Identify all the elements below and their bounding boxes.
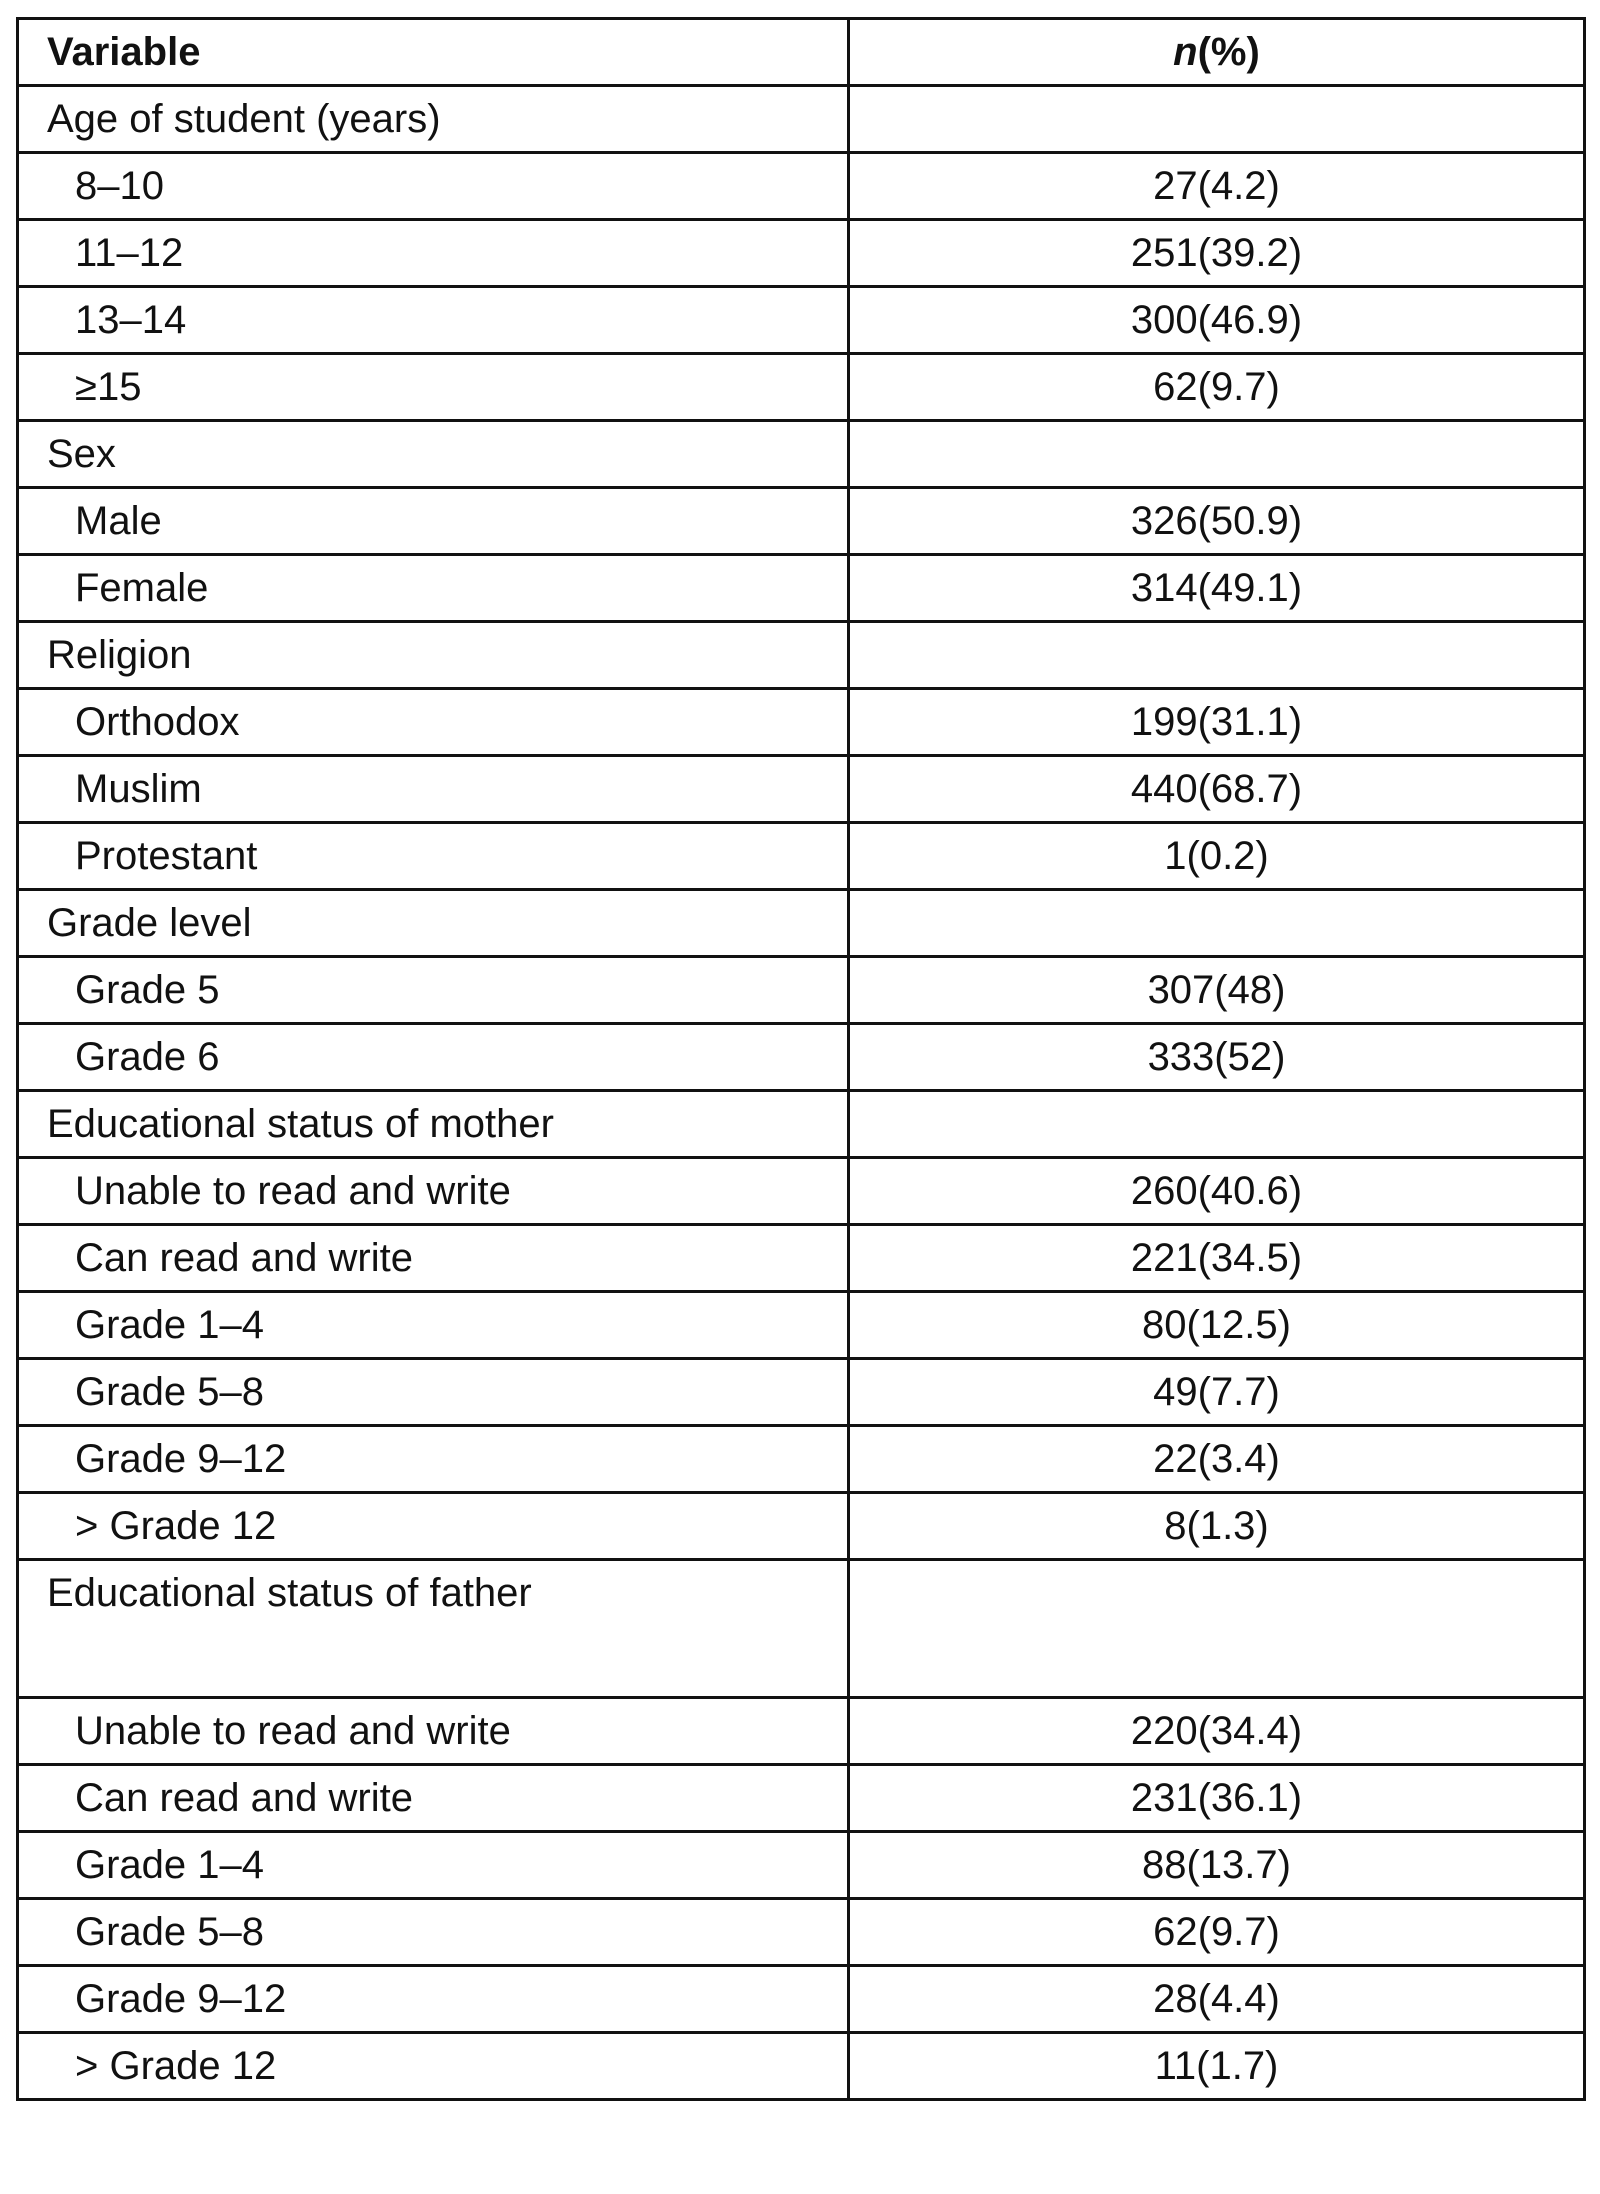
row-value: 260(40.6) [849, 1158, 1585, 1225]
row-value: 314(49.1) [849, 555, 1585, 622]
table-row [18, 1966, 1585, 2033]
row-label: Unable to read and write [18, 1158, 849, 1225]
row-value: 231(36.1) [849, 1765, 1585, 1832]
demographics-table [16, 17, 1586, 2101]
row-value: 62(9.7) [849, 354, 1585, 421]
section-header-row [18, 86, 1585, 153]
section-header-row [18, 1091, 1585, 1158]
table-row [18, 1292, 1585, 1359]
row-value: 62(9.7) [849, 1899, 1585, 1966]
row-label: Can read and write [18, 1225, 849, 1292]
row-value: 22(3.4) [849, 1426, 1585, 1493]
row-label: Female [18, 555, 849, 622]
row-label: Grade 1–4 [18, 1832, 849, 1899]
section-label: Educational status of father [18, 1560, 849, 1698]
row-value: 8(1.3) [849, 1493, 1585, 1560]
row-value: 220(34.4) [849, 1698, 1585, 1765]
row-value: 199(31.1) [849, 689, 1585, 756]
table-row [18, 1765, 1585, 1832]
row-value: 80(12.5) [849, 1292, 1585, 1359]
empty-cell [849, 1560, 1585, 1698]
row-label: Can read and write [18, 1765, 849, 1832]
table-row [18, 1359, 1585, 1426]
row-label: Grade 1–4 [18, 1292, 849, 1359]
row-label: Unable to read and write [18, 1698, 849, 1765]
section-label: Grade level [18, 890, 849, 957]
row-label: ≥15 [18, 354, 849, 421]
table-row [18, 689, 1585, 756]
section-header-row [18, 622, 1585, 689]
table-row [18, 823, 1585, 890]
section-label: Age of student (years) [18, 86, 849, 153]
empty-cell [849, 421, 1585, 488]
row-label: Grade 6 [18, 1024, 849, 1091]
section-label: Educational status of mother [18, 1091, 849, 1158]
empty-cell [849, 622, 1585, 689]
row-value: 326(50.9) [849, 488, 1585, 555]
row-label: Grade 9–12 [18, 1966, 849, 2033]
table-row [18, 354, 1585, 421]
section-header-row [18, 421, 1585, 488]
empty-cell [849, 890, 1585, 957]
row-value: 27(4.2) [849, 153, 1585, 220]
table-row [18, 756, 1585, 823]
table-row [18, 2033, 1585, 2100]
row-value: 1(0.2) [849, 823, 1585, 890]
table-row [18, 1426, 1585, 1493]
section-header-row [18, 890, 1585, 957]
table-row [18, 1158, 1585, 1225]
row-value: 221(34.5) [849, 1225, 1585, 1292]
table-row [18, 1024, 1585, 1091]
row-value: 300(46.9) [849, 287, 1585, 354]
table-row [18, 1225, 1585, 1292]
section-label: Religion [18, 622, 849, 689]
empty-cell [849, 1091, 1585, 1158]
table-row [18, 1493, 1585, 1560]
header-row [18, 19, 1585, 86]
row-label: > Grade 12 [18, 1493, 849, 1560]
empty-cell [849, 86, 1585, 153]
row-value: 28(4.4) [849, 1966, 1585, 2033]
row-label: Grade 5–8 [18, 1359, 849, 1426]
section-header-row [18, 1560, 1585, 1698]
table-row [18, 153, 1585, 220]
table-row [18, 1698, 1585, 1765]
row-label: Grade 5–8 [18, 1899, 849, 1966]
table-body [18, 86, 1585, 2100]
column-header-variable: Variable [18, 19, 849, 86]
row-label: > Grade 12 [18, 2033, 849, 2100]
n-symbol: n [1173, 30, 1198, 74]
percent-label: (%) [1197, 30, 1260, 74]
row-label: Grade 5 [18, 957, 849, 1024]
row-label: Male [18, 488, 849, 555]
row-value: 11(1.7) [849, 2033, 1585, 2100]
table-row [18, 488, 1585, 555]
row-label: Orthodox [18, 689, 849, 756]
row-label: Muslim [18, 756, 849, 823]
row-value: 251(39.2) [849, 220, 1585, 287]
table-row [18, 287, 1585, 354]
row-value: 88(13.7) [849, 1832, 1585, 1899]
column-header-n-percent [849, 19, 1585, 86]
row-value: 440(68.7) [849, 756, 1585, 823]
table-row [18, 1899, 1585, 1966]
row-label: 11–12 [18, 220, 849, 287]
row-label: 8–10 [18, 153, 849, 220]
row-value: 49(7.7) [849, 1359, 1585, 1426]
section-label: Sex [18, 421, 849, 488]
table-row [18, 1832, 1585, 1899]
row-label: Protestant [18, 823, 849, 890]
row-label: 13–14 [18, 287, 849, 354]
table-row [18, 220, 1585, 287]
table-row [18, 957, 1585, 1024]
row-value: 333(52) [849, 1024, 1585, 1091]
table-row [18, 555, 1585, 622]
row-label: Grade 9–12 [18, 1426, 849, 1493]
row-value: 307(48) [849, 957, 1585, 1024]
